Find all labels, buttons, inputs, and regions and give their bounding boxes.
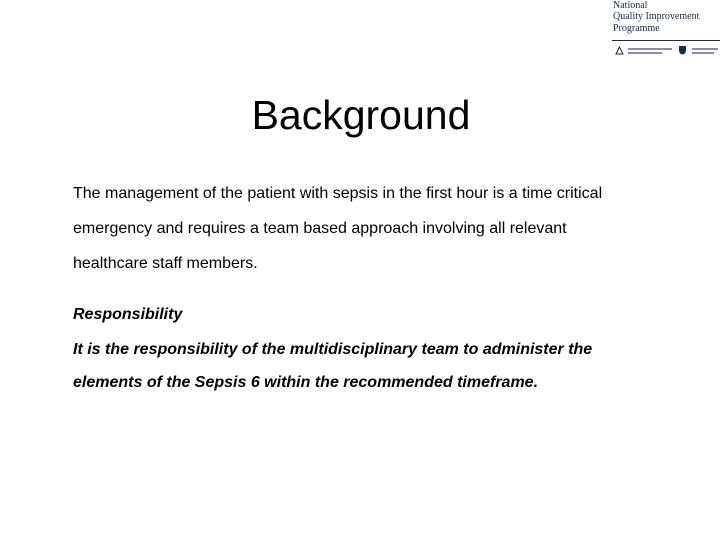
background-line: healthcare staff members. bbox=[73, 255, 258, 272]
slide-title: Background bbox=[251, 92, 471, 138]
hse-fine-print bbox=[628, 48, 672, 50]
background-paragraph bbox=[73, 176, 693, 281]
background-line: emergency and requires a team based approach involving all relevant bbox=[73, 220, 567, 237]
responsibility-line: elements of the Sepsis 6 within the recommended timeframe. bbox=[73, 374, 539, 391]
hse-logo-icon bbox=[615, 46, 624, 55]
crest-fine-print bbox=[692, 48, 718, 50]
hse-fine-print bbox=[628, 52, 662, 54]
nqip-logo bbox=[612, 0, 720, 64]
crest-fine-print bbox=[692, 52, 714, 54]
responsibility-line: It is the responsibility of the multidisciplinary team to administer the bbox=[73, 341, 593, 358]
logo-line-quality-improvement: Quality Improvement bbox=[613, 11, 700, 22]
logo-line-national: National bbox=[613, 0, 648, 11]
crest-logo-icon bbox=[678, 45, 687, 55]
logo-divider bbox=[612, 40, 720, 41]
responsibility-heading: Responsibility bbox=[73, 306, 183, 323]
responsibility-paragraph bbox=[73, 333, 693, 399]
logo-line-programme: Programme bbox=[613, 23, 660, 34]
background-line: The management of the patient with sepsis in the first hour is a time critical bbox=[73, 185, 603, 202]
